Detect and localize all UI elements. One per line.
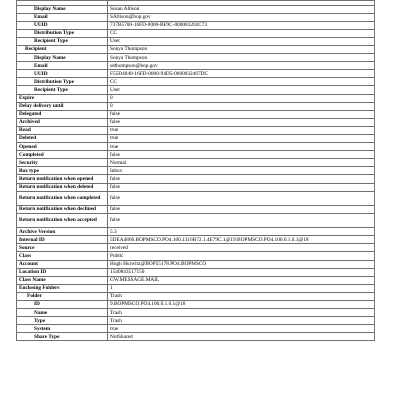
property-value: SAllison@bop.gov — [108, 13, 375, 21]
property-key: Source — [17, 244, 108, 252]
properties-table-body — [17, 1, 375, 341]
property-key: Share Type — [17, 333, 108, 341]
table-row — [17, 5, 375, 13]
property-value: 1540843517150 — [108, 268, 375, 276]
property-key: Recipient Type — [17, 86, 108, 94]
property-value: Sonya Thompson — [108, 45, 375, 53]
property-key: Distribution Type — [17, 78, 108, 86]
property-key: UUID — [17, 21, 108, 29]
table-row — [17, 143, 375, 151]
property-key: Archived — [17, 118, 108, 126]
message-properties-table — [16, 0, 375, 341]
property-key: Enclosing Folders — [17, 284, 108, 292]
table-row — [17, 183, 375, 191]
property-key: Return notification when completed — [17, 191, 108, 205]
property-value: true — [108, 325, 375, 333]
table-row — [17, 62, 375, 70]
property-value: false — [108, 183, 375, 191]
table-row — [17, 300, 375, 308]
table-row — [17, 205, 375, 213]
property-key: Display Name — [17, 5, 108, 13]
property-value: Normal — [108, 159, 375, 167]
table-row — [17, 284, 375, 292]
property-value: Sonya Thompson — [108, 54, 375, 62]
property-key: Return notification when declined — [17, 205, 108, 213]
property-key: Class Name — [17, 276, 108, 284]
property-value: 737B5700-16FD-0000-BF9C-000083202C73 — [108, 21, 375, 29]
property-value: received — [108, 244, 375, 252]
table-row — [17, 110, 375, 118]
table-row — [17, 135, 375, 143]
property-key: ID — [17, 300, 108, 308]
property-value: sdthompson@bop.gov — [108, 62, 375, 70]
property-value: Trash — [108, 292, 375, 300]
property-value: User — [108, 37, 375, 45]
property-key: Security — [17, 159, 108, 167]
property-value: CC — [108, 78, 375, 86]
message-properties-sheet — [16, 0, 374, 341]
property-value: NotShared — [108, 333, 375, 341]
property-value: Trash — [108, 317, 375, 325]
table-row — [17, 126, 375, 134]
property-key: Return notification when opened — [17, 175, 108, 183]
property-key: Completed — [17, 151, 108, 159]
property-key: Email — [17, 13, 108, 21]
property-value: F55D4040-16FD-0000-94D5-0000032467DC — [108, 70, 375, 78]
property-value: false — [108, 110, 375, 118]
property-value: false — [108, 175, 375, 183]
property-key: Opened — [17, 143, 108, 151]
property-key: Location ID — [17, 268, 108, 276]
table-row — [17, 78, 375, 86]
property-value: GW.MESSAGE.MAIL — [108, 276, 375, 284]
property-key: Class — [17, 252, 108, 260]
table-row — [17, 276, 375, 284]
property-value: 1 — [108, 284, 375, 292]
property-key: System — [17, 325, 108, 333]
property-value: true — [108, 135, 375, 143]
table-row — [17, 175, 375, 183]
property-value: false — [108, 213, 375, 227]
table-row — [17, 191, 375, 205]
table-row — [17, 236, 375, 244]
table-row — [17, 309, 375, 317]
table-row — [17, 228, 375, 236]
table-row — [17, 151, 375, 159]
property-key: Return notification when deleted — [17, 183, 108, 191]
property-key: Recipient — [17, 45, 108, 53]
property-value: 5.3 — [108, 228, 375, 236]
table-row — [17, 70, 375, 78]
property-value: false — [108, 118, 375, 126]
property-value: Hugh Hurwitz@BOP55178.PO4.BOPMSCO — [108, 260, 375, 268]
property-key: Display Name — [17, 54, 108, 62]
property-key: Distribution Type — [17, 29, 108, 37]
table-row — [17, 260, 375, 268]
table-row — [17, 37, 375, 45]
table-row — [17, 244, 375, 252]
table-row — [17, 54, 375, 62]
table-row — [17, 252, 375, 260]
property-value: CC — [108, 29, 375, 37]
property-key: Delegated — [17, 110, 108, 118]
property-value: false — [108, 205, 375, 213]
table-row — [17, 167, 375, 175]
property-value: false — [108, 191, 375, 205]
property-value: User — [108, 86, 375, 94]
property-key: Read — [17, 126, 108, 134]
table-row — [17, 102, 375, 110]
table-row — [17, 21, 375, 29]
table-row — [17, 268, 375, 276]
table-row — [17, 159, 375, 167]
table-row — [17, 317, 375, 325]
property-key: Deleted — [17, 135, 108, 143]
table-row — [17, 292, 375, 300]
table-row — [17, 29, 375, 37]
property-value: false — [108, 151, 375, 159]
property-value: 0 — [108, 102, 375, 110]
property-key: Archive Version — [17, 228, 108, 236]
table-row — [17, 213, 375, 227]
table-row — [17, 45, 375, 53]
table-row — [17, 94, 375, 102]
table-row — [17, 86, 375, 94]
property-key: UUID — [17, 70, 108, 78]
property-key: Email — [17, 62, 108, 70]
property-key: Box type — [17, 167, 108, 175]
property-value: Susan Allison — [108, 5, 375, 13]
property-value: Inbox — [108, 167, 375, 175]
property-value: true — [108, 143, 375, 151]
property-value: 9.BOPMSCO.PO4.100.0.1.0.1@18 — [108, 300, 375, 308]
property-key: Folder — [17, 292, 108, 300]
property-value: Public — [108, 252, 375, 260]
table-row — [17, 333, 375, 341]
property-key: Delay delivery until — [17, 102, 108, 110]
table-row — [17, 325, 375, 333]
table-row — [17, 13, 375, 21]
property-key: Internal ID — [17, 236, 108, 244]
property-value: 0 — [108, 94, 375, 102]
property-key: Account — [17, 260, 108, 268]
property-key: Type — [17, 317, 108, 325]
table-row — [17, 118, 375, 126]
property-value: true — [108, 126, 375, 134]
property-value: 5DEA4866.BOPMSCO.PO4.100.1316B72.1.4E79C.1@19:BOPMSCO.PO4.100.0.1.0.1@18 — [108, 236, 375, 244]
property-key: Expire — [17, 94, 108, 102]
property-value: Trash — [108, 309, 375, 317]
property-key: Return notification when accepted — [17, 213, 108, 227]
property-key: Name — [17, 309, 108, 317]
property-key: Recipient Type — [17, 37, 108, 45]
